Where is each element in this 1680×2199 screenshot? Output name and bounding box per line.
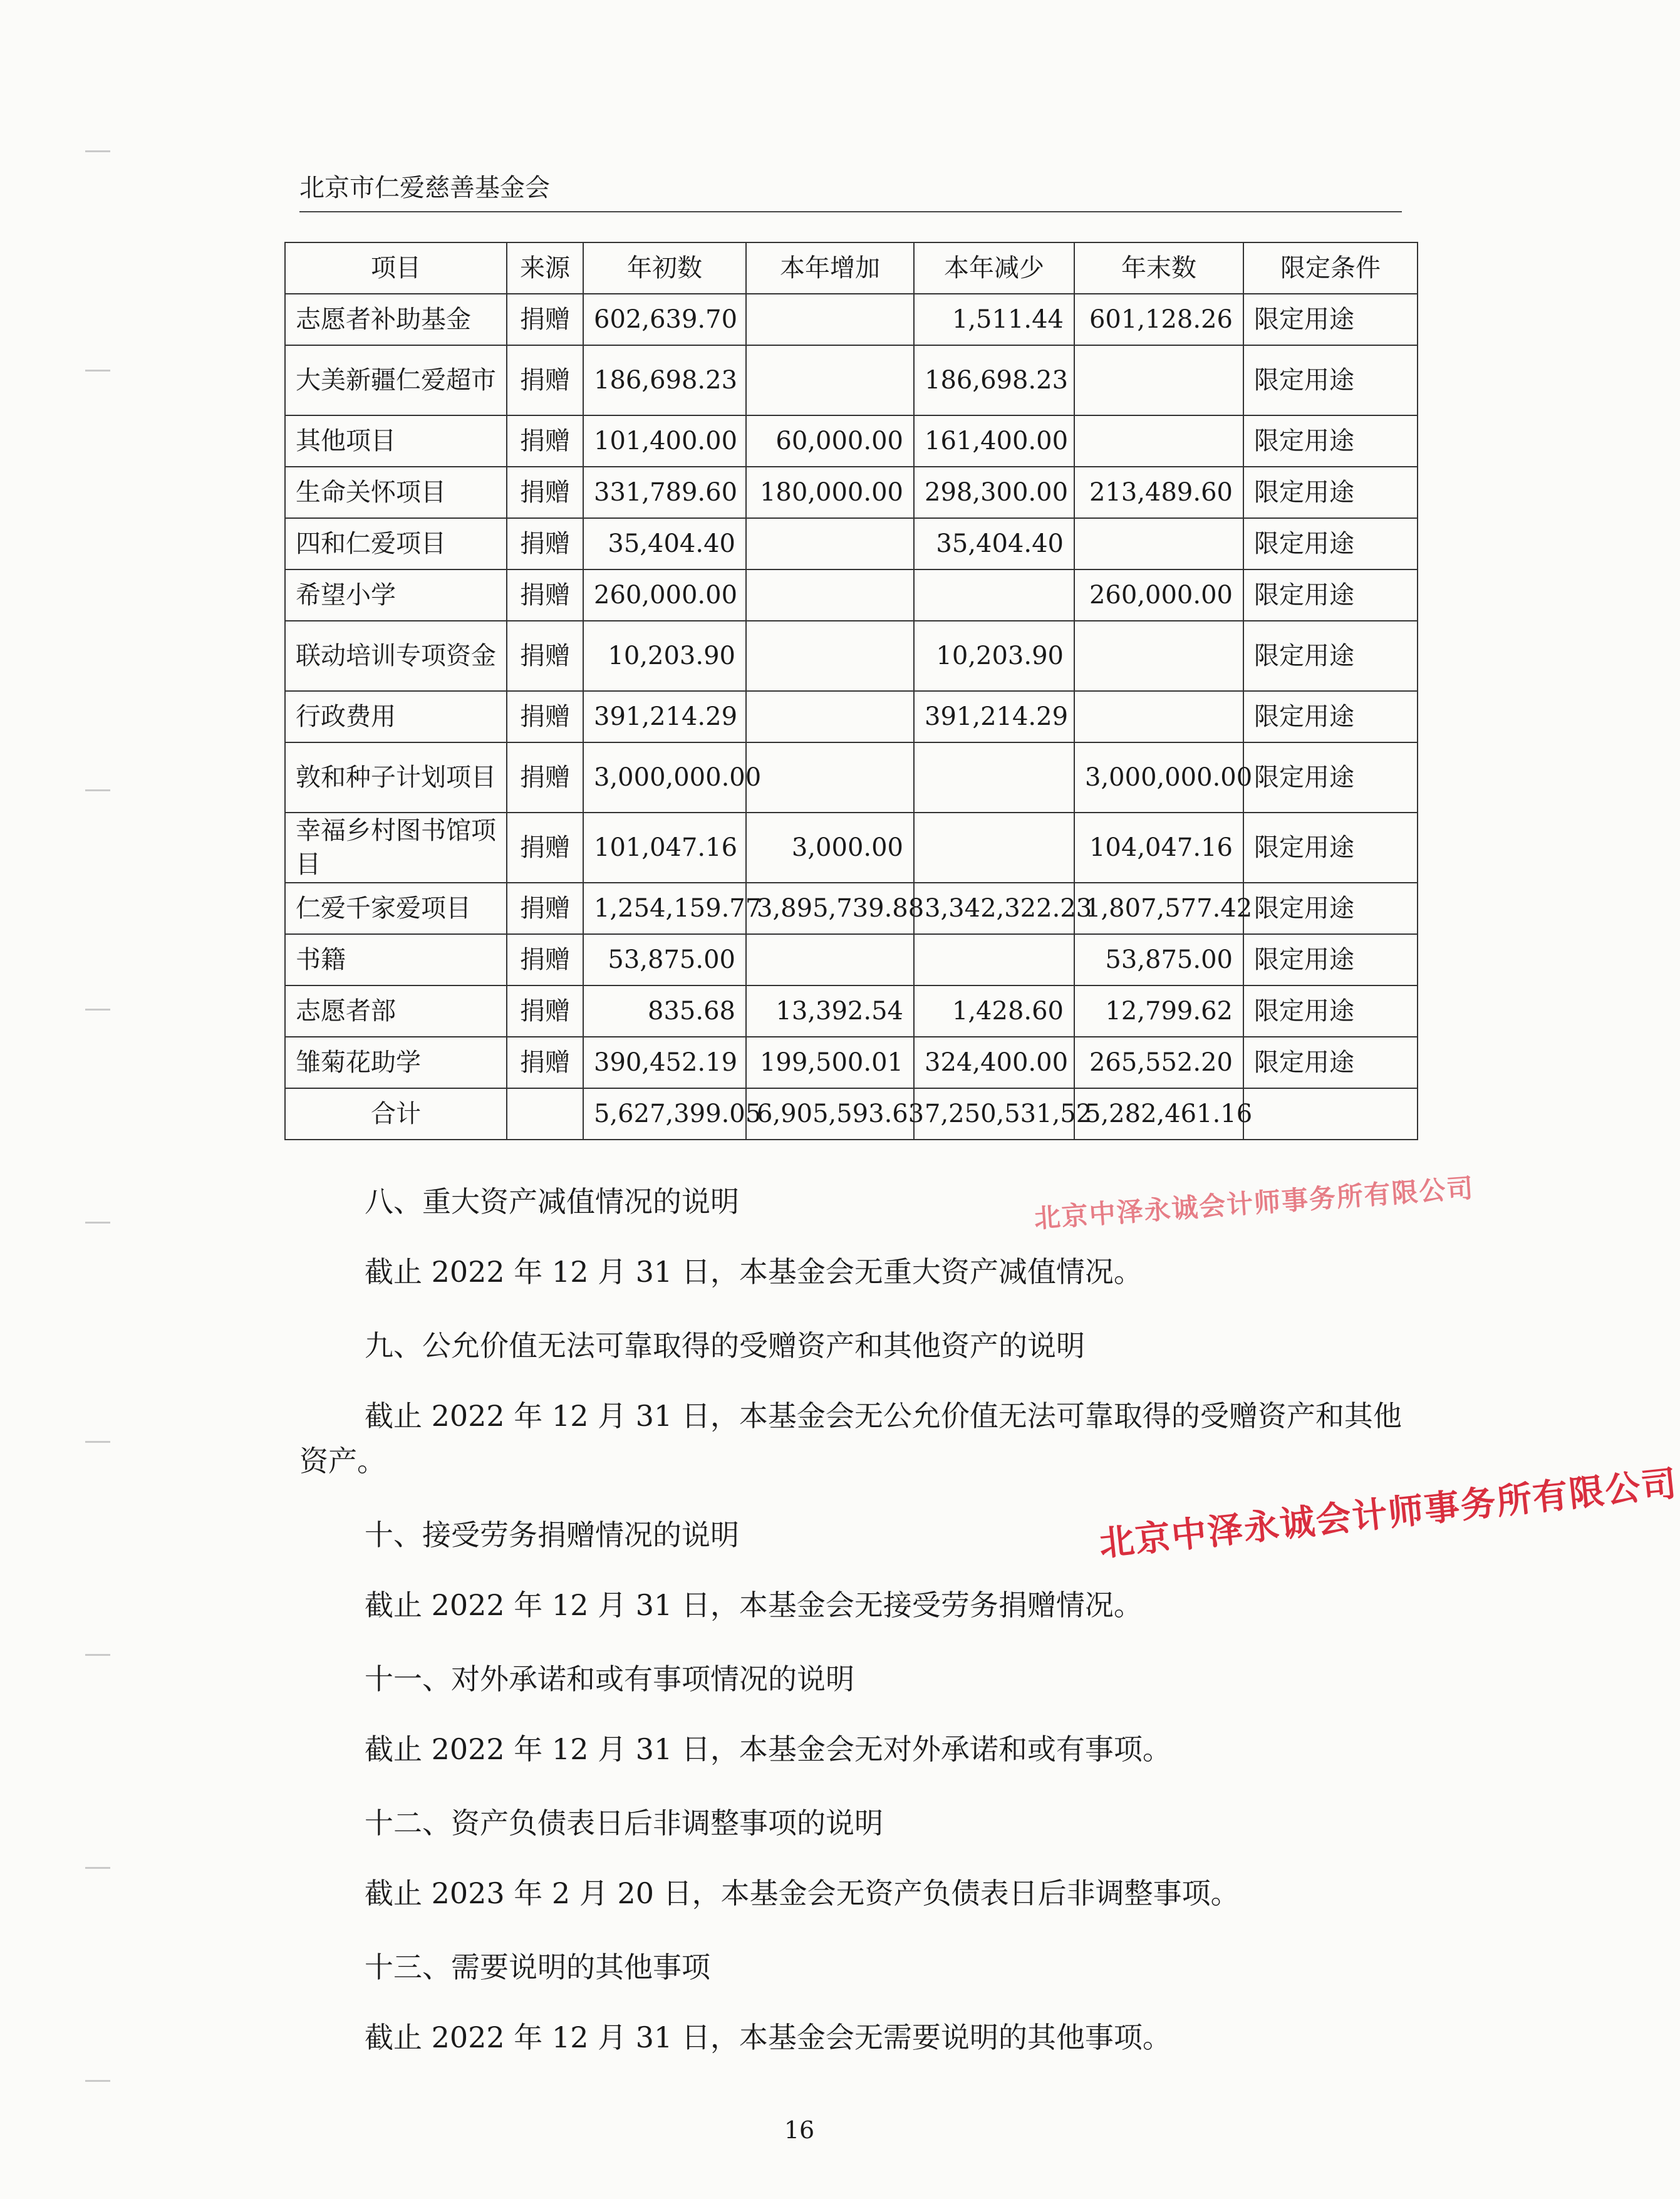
section-heading: 八、重大资产减值情况的说明 bbox=[365, 1185, 739, 1219]
total-label-cell: 合计 bbox=[285, 1088, 507, 1140]
end-cell: 601,128.26 bbox=[1074, 294, 1243, 345]
condition-cell: 限定用途 bbox=[1243, 883, 1418, 934]
increase-cell bbox=[746, 934, 914, 985]
increase-cell: 199,500.01 bbox=[746, 1037, 914, 1088]
scan-mark bbox=[85, 1009, 110, 1011]
column-header: 本年增加 bbox=[746, 242, 914, 294]
condition-cell: 限定用途 bbox=[1243, 1037, 1418, 1088]
decrease-cell bbox=[914, 934, 1074, 985]
end-cell: 3,000,000.00 bbox=[1074, 742, 1243, 813]
increase-cell bbox=[746, 294, 914, 345]
column-header: 项目 bbox=[285, 242, 507, 294]
source-cell: 捐赠 bbox=[507, 345, 583, 415]
source-cell: 捐赠 bbox=[507, 518, 583, 569]
end-cell: 53,875.00 bbox=[1074, 934, 1243, 985]
end-cell: 265,552.20 bbox=[1074, 1037, 1243, 1088]
decrease-cell: 1,428.60 bbox=[914, 985, 1074, 1037]
source-cell: 捐赠 bbox=[507, 467, 583, 518]
source-cell bbox=[507, 1088, 583, 1140]
auditor-seal-stamp: 北京中泽永诚会计师事务所有限公司 bbox=[1097, 1463, 1680, 1565]
table-row bbox=[285, 569, 1418, 621]
project-cell: 志愿者补助基金 bbox=[285, 294, 507, 345]
decrease-cell: 391,214.29 bbox=[914, 691, 1074, 742]
increase-cell: 3,000.00 bbox=[746, 813, 914, 883]
end-cell bbox=[1074, 415, 1243, 467]
begin-cell: 186,698.23 bbox=[583, 345, 746, 415]
decrease-cell: 35,404.40 bbox=[914, 518, 1074, 569]
condition-cell: 限定用途 bbox=[1243, 415, 1418, 467]
table-row bbox=[285, 813, 1418, 883]
condition-cell: 限定用途 bbox=[1243, 345, 1418, 415]
project-cell: 敦和种子计划项目 bbox=[285, 742, 507, 813]
condition-cell: 限定用途 bbox=[1243, 985, 1418, 1037]
increase-cell bbox=[746, 691, 914, 742]
end-cell: 1,807,577.42 bbox=[1074, 883, 1243, 934]
table-row bbox=[285, 415, 1418, 467]
begin-cell: 101,400.00 bbox=[583, 415, 746, 467]
table-row bbox=[285, 742, 1418, 813]
increase-cell bbox=[746, 621, 914, 691]
condition-cell: 限定用途 bbox=[1243, 621, 1418, 691]
decrease-cell: 324,400.00 bbox=[914, 1037, 1074, 1088]
column-header: 限定条件 bbox=[1243, 242, 1418, 294]
total-decrease-cell: 7,250,531,52 bbox=[914, 1088, 1074, 1140]
project-cell: 四和仁爱项目 bbox=[285, 518, 507, 569]
condition-cell bbox=[1243, 1088, 1418, 1140]
scan-mark bbox=[85, 1222, 110, 1224]
condition-cell: 限定用途 bbox=[1243, 294, 1418, 345]
source-cell: 捐赠 bbox=[507, 294, 583, 345]
project-cell: 其他项目 bbox=[285, 415, 507, 467]
source-cell: 捐赠 bbox=[507, 569, 583, 621]
begin-cell: 53,875.00 bbox=[583, 934, 746, 985]
table-row bbox=[285, 883, 1418, 934]
table-row bbox=[285, 518, 1418, 569]
decrease-cell: 10,203.90 bbox=[914, 621, 1074, 691]
column-header: 年初数 bbox=[583, 242, 746, 294]
source-cell: 捐赠 bbox=[507, 415, 583, 467]
section-heading: 十、接受劳务捐赠情况的说明 bbox=[365, 1518, 739, 1552]
end-cell: 12,799.62 bbox=[1074, 985, 1243, 1037]
condition-cell: 限定用途 bbox=[1243, 569, 1418, 621]
begin-cell: 35,404.40 bbox=[583, 518, 746, 569]
project-cell: 雏菊花助学 bbox=[285, 1037, 507, 1088]
project-cell: 行政费用 bbox=[285, 691, 507, 742]
source-cell: 捐赠 bbox=[507, 934, 583, 985]
decrease-cell: 1,511.44 bbox=[914, 294, 1074, 345]
begin-cell: 260,000.00 bbox=[583, 569, 746, 621]
increase-cell: 13,392.54 bbox=[746, 985, 914, 1037]
section-heading: 十一、对外承诺和或有事项情况的说明 bbox=[365, 1662, 854, 1696]
decrease-cell: 3,342,322.23 bbox=[914, 883, 1074, 934]
decrease-cell: 186,698.23 bbox=[914, 345, 1074, 415]
source-cell: 捐赠 bbox=[507, 1037, 583, 1088]
source-cell: 捐赠 bbox=[507, 742, 583, 813]
end-cell bbox=[1074, 691, 1243, 742]
end-cell bbox=[1074, 621, 1243, 691]
project-cell: 幸福乡村图书馆项目 bbox=[285, 813, 507, 883]
section-heading: 九、公允价值无法可靠取得的受赠资产和其他资产的说明 bbox=[365, 1329, 1085, 1363]
column-header: 年末数 bbox=[1074, 242, 1243, 294]
scan-mark bbox=[85, 2080, 110, 2082]
source-cell: 捐赠 bbox=[507, 985, 583, 1037]
table-row bbox=[285, 294, 1418, 345]
section-body: 截止 2023 年 2 月 20 日，本基金会无资产负债表日后非调整事项。 bbox=[365, 1876, 1240, 1910]
increase-cell: 180,000.00 bbox=[746, 467, 914, 518]
project-cell: 志愿者部 bbox=[285, 985, 507, 1037]
scan-mark bbox=[85, 1441, 110, 1443]
table-row bbox=[285, 934, 1418, 985]
increase-cell bbox=[746, 518, 914, 569]
restricted-funds-table bbox=[284, 242, 1418, 1140]
table-total-row bbox=[285, 1088, 1418, 1140]
scan-mark bbox=[85, 150, 110, 152]
end-cell: 213,489.60 bbox=[1074, 467, 1243, 518]
project-cell: 希望小学 bbox=[285, 569, 507, 621]
decrease-cell: 298,300.00 bbox=[914, 467, 1074, 518]
begin-cell: 331,789.60 bbox=[583, 467, 746, 518]
increase-cell: 60,000.00 bbox=[746, 415, 914, 467]
table-row bbox=[285, 1037, 1418, 1088]
increase-cell bbox=[746, 742, 914, 813]
project-cell: 仁爱千家爱项目 bbox=[285, 883, 507, 934]
condition-cell: 限定用途 bbox=[1243, 467, 1418, 518]
begin-cell: 101,047.16 bbox=[583, 813, 746, 883]
decrease-cell bbox=[914, 813, 1074, 883]
project-cell: 联动培训专项资金 bbox=[285, 621, 507, 691]
condition-cell: 限定用途 bbox=[1243, 742, 1418, 813]
increase-cell bbox=[746, 569, 914, 621]
condition-cell: 限定用途 bbox=[1243, 934, 1418, 985]
total-end-cell: 5,282,461.16 bbox=[1074, 1088, 1243, 1140]
table-row bbox=[285, 467, 1418, 518]
table-row bbox=[285, 691, 1418, 742]
table-row bbox=[285, 621, 1418, 691]
increase-cell bbox=[746, 345, 914, 415]
source-cell: 捐赠 bbox=[507, 813, 583, 883]
condition-cell: 限定用途 bbox=[1243, 518, 1418, 569]
section-body: 截止 2022 年 12 月 31 日，本基金会无需要说明的其他事项。 bbox=[365, 2020, 1171, 2054]
decrease-cell bbox=[914, 742, 1074, 813]
end-cell bbox=[1074, 518, 1243, 569]
notes-sections bbox=[299, 1183, 1414, 2092]
condition-cell: 限定用途 bbox=[1243, 813, 1418, 883]
table-row bbox=[285, 985, 1418, 1037]
page-number: 16 bbox=[784, 2116, 815, 2144]
project-cell: 生命关怀项目 bbox=[285, 467, 507, 518]
begin-cell: 3,000,000.00 bbox=[583, 742, 746, 813]
section-heading: 十三、需要说明的其他事项 bbox=[365, 1950, 710, 1984]
scan-mark bbox=[85, 1867, 110, 1869]
faint-seal-stamp: 北京中泽永诚会计师事务所有限公司 bbox=[1033, 1172, 1476, 1234]
table-header-row bbox=[285, 242, 1418, 294]
project-cell: 书籍 bbox=[285, 934, 507, 985]
scan-mark bbox=[85, 1654, 110, 1656]
column-header: 来源 bbox=[507, 242, 583, 294]
begin-cell: 391,214.29 bbox=[583, 691, 746, 742]
section-body: 截止 2022 年 12 月 31 日，本基金会无重大资产减值情况。 bbox=[365, 1255, 1143, 1289]
condition-cell: 限定用途 bbox=[1243, 691, 1418, 742]
increase-cell: 3,895,739.88 bbox=[746, 883, 914, 934]
source-cell: 捐赠 bbox=[507, 621, 583, 691]
begin-cell: 835.68 bbox=[583, 985, 746, 1037]
section-body: 截止 2022 年 12 月 31 日，本基金会无接受劳务捐赠情况。 bbox=[365, 1588, 1143, 1622]
end-cell bbox=[1074, 345, 1243, 415]
column-header: 本年减少 bbox=[914, 242, 1074, 294]
scan-mark bbox=[85, 789, 110, 791]
scan-mark bbox=[85, 370, 110, 372]
section-body: 截止 2022 年 12 月 31 日，本基金会无对外承诺和或有事项。 bbox=[365, 1732, 1171, 1766]
project-cell: 大美新疆仁爱超市 bbox=[285, 345, 507, 415]
begin-cell: 602,639.70 bbox=[583, 294, 746, 345]
decrease-cell bbox=[914, 569, 1074, 621]
total-begin-cell: 5,627,399.05 bbox=[583, 1088, 746, 1140]
end-cell: 104,047.16 bbox=[1074, 813, 1243, 883]
section-body: 截止 2022 年 12 月 31 日，本基金会无公允价值无法可靠取得的受赠资产和其他资产。 bbox=[299, 1399, 1402, 1478]
begin-cell: 10,203.90 bbox=[583, 621, 746, 691]
section-heading: 十二、资产负债表日后非调整事项的说明 bbox=[365, 1806, 883, 1840]
source-cell: 捐赠 bbox=[507, 691, 583, 742]
begin-cell: 1,254,159.77 bbox=[583, 883, 746, 934]
page-header: 北京市仁爱慈善基金会 bbox=[299, 168, 1402, 212]
decrease-cell: 161,400.00 bbox=[914, 415, 1074, 467]
source-cell: 捐赠 bbox=[507, 883, 583, 934]
total-increase-cell: 6,905,593.63 bbox=[746, 1088, 914, 1140]
begin-cell: 390,452.19 bbox=[583, 1037, 746, 1088]
end-cell: 260,000.00 bbox=[1074, 569, 1243, 621]
table-row bbox=[285, 345, 1418, 415]
